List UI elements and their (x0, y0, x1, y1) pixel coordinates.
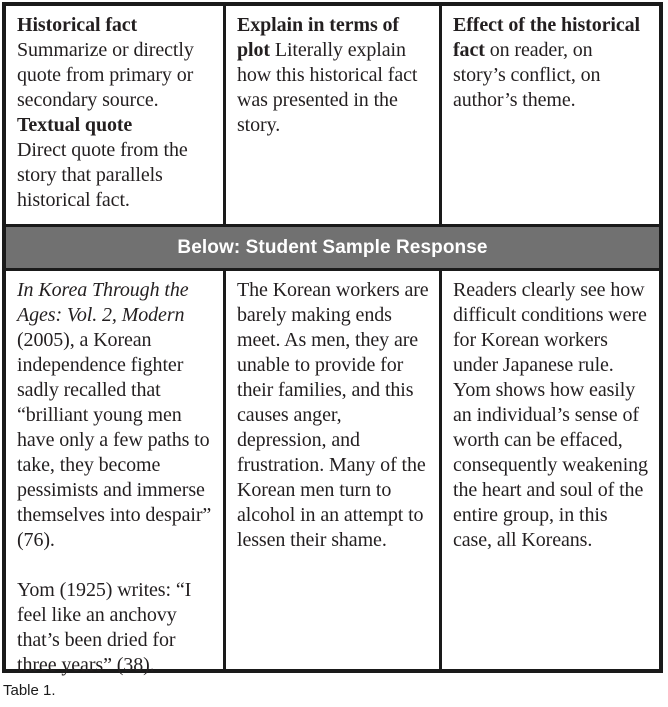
textual-quote-description: Direct quote from the story that parallels historical fact. (17, 139, 188, 211)
header-text-historical-fact (17, 13, 214, 113)
header-cell-explain-plot (226, 6, 442, 224)
sample-effect-para: Readers clearly see how difficult conditions were for Korean workers under Japanese rule. Yom shows how easily an individual’s sense of worth can be effaced, consequently weakening the heart and soul of the entire group, in this case, all Koreans. (453, 279, 648, 551)
banner-row (6, 227, 659, 271)
explain-plot-label: Explain in terms of plot (237, 14, 399, 61)
header-cell-historical-fact (6, 6, 226, 224)
table-caption: Table 1. (3, 682, 56, 699)
table-header-row (6, 6, 659, 227)
source-title: In Korea Through the Ages: Vol. 2, Modern (17, 279, 189, 326)
banner-label: Below: Student Sample Response (177, 236, 488, 258)
sample-historical-fact-para1 (17, 278, 214, 553)
explain-plot-description: Literally explain how this historical fact was presented in the story. (237, 39, 418, 136)
body-cell-explain-plot (226, 271, 442, 669)
effect-label: Effect of the historical fact (453, 14, 640, 61)
textual-quote-label: Textual quote (17, 114, 133, 136)
body-cell-effect (442, 271, 659, 669)
historical-fact-label: Historical fact (17, 14, 138, 36)
historical-fact-table (2, 2, 663, 676)
sample-response-row (6, 271, 659, 676)
historical-fact-description: Summarize or directly quote from primary or secondary source. (17, 39, 194, 111)
header-text-explain-plot (237, 13, 430, 138)
sample-historical-fact-para2: Yom (1925) writes: “I feel like an anchovy that’s been dried for three years” (38). (17, 579, 192, 676)
header-text-effect (453, 13, 650, 113)
source-quote: (2005), a Korean independence fighter sadly recalled that “brilliant young men have only a few paths to take, they become pessimists and immerse themselves into despair” (76). (17, 329, 212, 551)
effect-description: on reader, on story’s conflict, on author’s theme. (453, 39, 601, 111)
header-cell-effect (442, 6, 659, 224)
sample-explain-plot-para: The Korean workers are barely making ends meet. As men, they are unable to provide for their families, and this causes anger, depression, and frustration. Many of the Korean men turn to alcohol in an attempt to lessen their shame. (237, 279, 429, 551)
body-cell-historical-fact (6, 271, 226, 676)
